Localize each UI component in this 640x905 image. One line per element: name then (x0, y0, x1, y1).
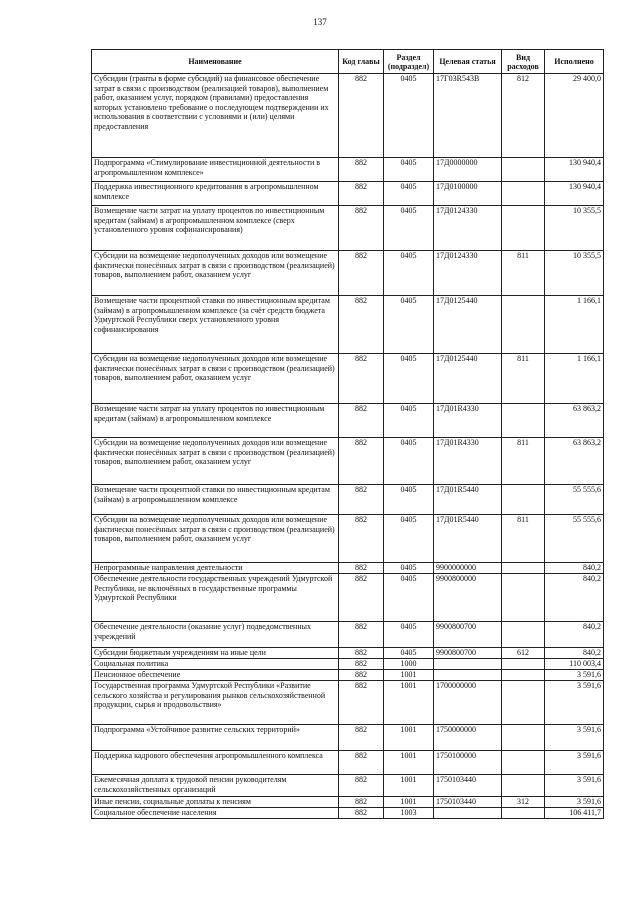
row-section: 0405 (384, 485, 434, 515)
table-row (92, 622, 604, 648)
row-type: 811 (502, 251, 545, 296)
row-type (502, 670, 545, 681)
row-type (502, 659, 545, 670)
row-section: 0405 (384, 74, 434, 158)
row-section: 0405 (384, 251, 434, 296)
row-type (502, 681, 545, 725)
table-row (92, 296, 604, 354)
row-type (502, 296, 545, 354)
table-row (92, 74, 604, 158)
row-section: 0405 (384, 296, 434, 354)
row-type (502, 622, 545, 648)
row-article: 1750103440 (434, 775, 502, 797)
table-row (92, 808, 604, 819)
row-name: Подпрограмма «Устойчивое развитие сельских территорий» (92, 725, 339, 751)
row-section: 0405 (384, 182, 434, 206)
row-code: 882 (339, 515, 384, 563)
table-row (92, 354, 604, 404)
row-article: 17Д0125440 (434, 354, 502, 404)
row-amount: 63 863,2 (545, 404, 604, 438)
row-article: 17Д0000000 (434, 158, 502, 182)
row-code: 882 (339, 681, 384, 725)
row-section: 1003 (384, 808, 434, 819)
row-type: 612 (502, 648, 545, 659)
row-section: 1001 (384, 775, 434, 797)
row-name: Субсидии на возмещение недополученных доходов или возмещение фактически понесённых затрат в связи с производством (реализацией) товаров, выполнением работ, оказанием услуг (92, 515, 339, 563)
row-name: Ежемесячная доплата к трудовой пенсии руководителям сельскохозяйственных организаций (92, 775, 339, 797)
row-article (434, 808, 502, 819)
row-amount: 840,2 (545, 648, 604, 659)
row-name: Возмещение части процентной ставки по инвестиционным кредитам (займам) в агропромышленном комплексе (92, 485, 339, 515)
row-amount: 840,2 (545, 563, 604, 574)
row-amount: 1 166,1 (545, 296, 604, 354)
table-row (92, 251, 604, 296)
row-amount: 3 591,6 (545, 681, 604, 725)
row-name: Поддержка инвестиционного кредитования в агропромышленном комплексе (92, 182, 339, 206)
row-code: 882 (339, 438, 384, 485)
row-type (502, 563, 545, 574)
row-code: 882 (339, 797, 384, 808)
row-article: 1750103440 (434, 797, 502, 808)
row-article: 17Д0124330 (434, 206, 502, 251)
row-article: 17Д0125440 (434, 296, 502, 354)
row-type (502, 485, 545, 515)
row-section: 0405 (384, 648, 434, 659)
row-article: 17Д01R4330 (434, 404, 502, 438)
row-code: 882 (339, 659, 384, 670)
row-section: 0405 (384, 574, 434, 622)
table-row (92, 775, 604, 797)
table-row (92, 206, 604, 251)
row-section: 0405 (384, 515, 434, 563)
row-name: Поддержка кадрового обеспечения агропромышленного комплекса (92, 751, 339, 775)
row-type (502, 775, 545, 797)
row-amount: 840,2 (545, 622, 604, 648)
row-article: 9900800700 (434, 622, 502, 648)
header-amount: Исполнено (545, 50, 604, 74)
row-name: Субсидии на возмещение недополученных доходов или возмещение фактически понесённых затрат в связи с производством (реализацией) товаров, выполнением работ, оказанием услуг (92, 354, 339, 404)
row-code: 882 (339, 751, 384, 775)
row-section: 0405 (384, 563, 434, 574)
table-row (92, 404, 604, 438)
table-row (92, 797, 604, 808)
row-section: 1001 (384, 725, 434, 751)
table-row (92, 670, 604, 681)
header-code: Код главы (339, 50, 384, 74)
row-code: 882 (339, 251, 384, 296)
row-article (434, 659, 502, 670)
row-name: Возмещение части процентной ставки по инвестиционным кредитам (займам) в агропромышленном комплексе (за счёт средств бюджета Удмуртской Республики сверх установленного уровня софинансирования (92, 296, 339, 354)
row-article: 17Д01R5440 (434, 515, 502, 563)
row-article: 1750100000 (434, 751, 502, 775)
header-article: Целевая статья (434, 50, 502, 74)
row-name: Субсидии бюджетным учреждениям на иные цели (92, 648, 339, 659)
row-name: Субсидии (гранты в форме субсидий) на финансовое обеспечение затрат в связи с производством (реализацией товаров), выполнением работ, оказанием услуг, порядком (правилами) предоставления которых установлено требование о последующем подтверждении их использования в соответствии с условиями и (или) целями предоставления (92, 74, 339, 158)
row-section: 0405 (384, 622, 434, 648)
row-amount: 55 555,6 (545, 485, 604, 515)
table-row (92, 751, 604, 775)
row-type: 812 (502, 74, 545, 158)
row-article: 1700000000 (434, 681, 502, 725)
row-code: 882 (339, 563, 384, 574)
row-code: 882 (339, 670, 384, 681)
row-code: 882 (339, 296, 384, 354)
row-code: 882 (339, 648, 384, 659)
row-code: 882 (339, 74, 384, 158)
row-name: Непрограммные направления деятельности (92, 563, 339, 574)
row-article (434, 670, 502, 681)
row-article: 17Д0100000 (434, 182, 502, 206)
row-type (502, 206, 545, 251)
row-code: 882 (339, 622, 384, 648)
table-row (92, 438, 604, 485)
row-amount: 10 355,5 (545, 206, 604, 251)
row-section: 0405 (384, 158, 434, 182)
table-row (92, 725, 604, 751)
row-type: 811 (502, 438, 545, 485)
row-section: 1000 (384, 659, 434, 670)
header-type: Вид расходов (502, 50, 545, 74)
row-type (502, 182, 545, 206)
row-code: 882 (339, 574, 384, 622)
row-code: 882 (339, 808, 384, 819)
table-row (92, 515, 604, 563)
row-amount: 3 591,6 (545, 751, 604, 775)
row-amount: 55 555,6 (545, 515, 604, 563)
row-amount: 29 400,0 (545, 74, 604, 158)
row-article: 9900800000 (434, 574, 502, 622)
row-code: 882 (339, 354, 384, 404)
row-amount: 130 940,4 (545, 158, 604, 182)
row-type (502, 574, 545, 622)
row-article: 1750000000 (434, 725, 502, 751)
row-amount: 110 003,4 (545, 659, 604, 670)
row-type: 312 (502, 797, 545, 808)
row-amount: 106 411,7 (545, 808, 604, 819)
header-section: Раздел (подраздел) (384, 50, 434, 74)
row-type: 811 (502, 354, 545, 404)
table-row (92, 485, 604, 515)
row-type (502, 808, 545, 819)
budget-table (91, 49, 604, 819)
row-article: 17Д0124330 (434, 251, 502, 296)
row-name: Государственная программа Удмуртской Республики «Развитие сельского хозяйства и регулирования рынков сельскохозяйственной продукции, сырья и продовольствия» (92, 681, 339, 725)
table-row (92, 648, 604, 659)
table-row (92, 574, 604, 622)
row-type (502, 158, 545, 182)
row-code: 882 (339, 158, 384, 182)
row-type (502, 751, 545, 775)
row-name: Возмещение части затрат на уплату процентов по инвестиционным кредитам (займам) в агропромышленном комплексе (92, 404, 339, 438)
row-code: 882 (339, 182, 384, 206)
row-article: 9900800700 (434, 648, 502, 659)
row-section: 0405 (384, 438, 434, 485)
row-amount: 3 591,6 (545, 670, 604, 681)
table-row (92, 681, 604, 725)
header-name: Наименование (92, 50, 339, 74)
row-section: 1001 (384, 681, 434, 725)
row-amount: 3 591,6 (545, 797, 604, 808)
table-header-row (92, 50, 604, 74)
row-code: 882 (339, 775, 384, 797)
row-section: 1001 (384, 751, 434, 775)
row-name: Подпрограмма «Стимулирование инвестиционной деятельности в агропромышленном комплексе» (92, 158, 339, 182)
row-type (502, 404, 545, 438)
row-amount: 10 355,5 (545, 251, 604, 296)
row-article: 17Д01R5440 (434, 485, 502, 515)
row-code: 882 (339, 725, 384, 751)
row-section: 0405 (384, 354, 434, 404)
row-name: Социальная политика (92, 659, 339, 670)
row-amount: 1 166,1 (545, 354, 604, 404)
row-amount: 130 940,4 (545, 182, 604, 206)
row-type: 811 (502, 515, 545, 563)
row-article: 9900000000 (434, 563, 502, 574)
row-section: 0405 (384, 404, 434, 438)
row-code: 882 (339, 404, 384, 438)
row-name: Обеспечение деятельности государственных учреждений Удмуртской Республики, не включённых в государственные программы Удмуртской Республики (92, 574, 339, 622)
row-name: Обеспечение деятельности (оказание услуг) подведомственных учреждений (92, 622, 339, 648)
row-code: 882 (339, 485, 384, 515)
table-row (92, 182, 604, 206)
row-code: 882 (339, 206, 384, 251)
row-section: 0405 (384, 206, 434, 251)
table-row (92, 563, 604, 574)
row-section: 1001 (384, 670, 434, 681)
table-row (92, 158, 604, 182)
row-name: Иные пенсии, социальные доплаты к пенсиям (92, 797, 339, 808)
row-section: 1001 (384, 797, 434, 808)
table-row (92, 659, 604, 670)
row-amount: 3 591,6 (545, 725, 604, 751)
row-amount: 840,2 (545, 574, 604, 622)
row-name: Субсидии на возмещение недополученных доходов или возмещение фактически понесённых затрат в связи с производством (реализацией) товаров, выполнением работ, оказанием услуг (92, 251, 339, 296)
page-number: 137 (313, 17, 327, 27)
row-name: Пенсионное обеспечение (92, 670, 339, 681)
row-name: Возмещение части затрат на уплату процентов по инвестиционным кредитам (займам) в агропромышленном комплексе (сверх установленного уровня софинансирования) (92, 206, 339, 251)
row-article: 17Д01R4330 (434, 438, 502, 485)
row-amount: 3 591,6 (545, 775, 604, 797)
row-name: Субсидии на возмещение недополученных доходов или возмещение фактически понесённых затрат в связи с производством (реализацией) товаров, выполнением работ, оказанием услуг (92, 438, 339, 485)
row-name: Социальное обеспечение населения (92, 808, 339, 819)
row-type (502, 725, 545, 751)
row-amount: 63 863,2 (545, 438, 604, 485)
row-article: 17Г03R543В (434, 74, 502, 158)
